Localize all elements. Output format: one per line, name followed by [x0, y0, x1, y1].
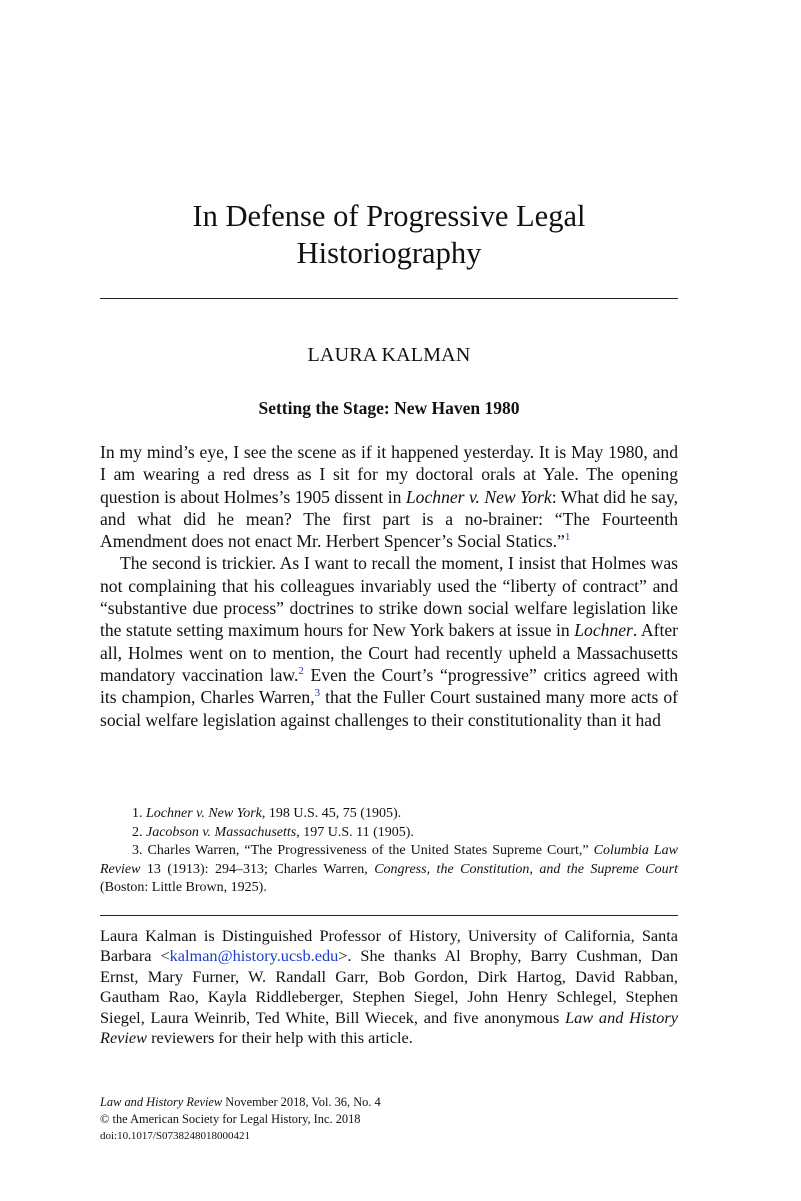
footnote-number: 2. — [132, 824, 143, 840]
footnote-number: 3. — [132, 843, 143, 859]
paragraph-1 — [100, 441, 678, 552]
paragraph-text: that the Fuller Court sustained many more acts of social welfare legislation against challenges to their constitutionality than it had — [100, 687, 679, 730]
footnote-ref-2[interactable]: 2 — [298, 665, 304, 678]
author-name: LAURA KALMAN — [307, 344, 471, 366]
article-title — [100, 198, 678, 272]
footnote-ref-1[interactable]: 1 — [564, 531, 571, 544]
bio-text: Laura Kalman is Distinguished Professor of History, University of California, Santa Barbara < — [100, 926, 678, 966]
footnote-1 — [100, 805, 678, 824]
journal-issue: November 2018, Vol. 36, No. 4 — [222, 1095, 381, 1109]
case-name: Lochner v. New York — [405, 486, 552, 507]
footnote-text: (Boston: Little Brown, 1925). — [100, 880, 267, 896]
author-bio — [100, 926, 678, 1048]
footnote-text: , 198 U.S. 45, 75 (1905). — [261, 806, 402, 821]
footnote-3 — [100, 842, 678, 898]
copyright-line: © the American Society for Legal History, Inc. 2018 — [100, 1112, 361, 1126]
footnote-text: 13 (1913): 294–313; Charles Warren, — [140, 861, 375, 877]
section-heading: Setting the Stage: New Haven 1980 — [258, 398, 520, 418]
article-body — [100, 441, 678, 731]
paragraph-text: The second is trickier. As I want to recall the moment, I insist that Holmes was not complaining that his colleagues invariably used the “liberty of contract” and “substantive due process” doctrines to strike down social welfare legislation like the statute setting maximum hours for New York bakers at issue in — [100, 553, 678, 641]
doi-line: doi:10.1017/S0738248018000421 — [100, 1130, 251, 1142]
paragraph-text: Even the Court’s “progressive” critics agreed with its champion, Charles Warren, — [100, 664, 678, 708]
paragraph-text: : What did he say, and what did he mean? The first part is a no-brainer: “The Fourteenth Amendment does not enact Mr. Herbert Spencer’s Social Statics.” — [100, 486, 679, 552]
footnote-number: 1. — [132, 806, 143, 821]
journal-name: Law and History Review — [100, 1007, 678, 1048]
footnote-2 — [100, 824, 678, 843]
paragraph-2 — [100, 552, 678, 730]
footnote-ref-3[interactable]: 3 — [314, 687, 321, 700]
author-email-link[interactable]: kalman@history.ucsb.edu — [169, 946, 339, 966]
journal-name: Columbia Law Review — [100, 843, 678, 877]
bio-text: >. She thanks Al Brophy, Barry Cushman, Dan Ernst, Mary Furner, W. Randall Garr, Bob Gordon, Dirk Hartog, David Rabban, Gautham Rao, Kayla Riddleberger, Stephen Siegel, John Henry Schlegel, Stephen Siegel, Laura Weinrib, Ted White, Bill Wiecek, and five anonymous — [100, 946, 679, 1027]
case-name: Lochner — [574, 620, 633, 641]
footnote-text: , 197 U.S. 11 (1905). — [296, 824, 414, 840]
journal-info — [100, 1094, 520, 1145]
title-divider — [100, 298, 678, 299]
footnote-divider — [100, 915, 678, 916]
case-name: Lochner v. New York — [146, 806, 262, 821]
journal-name: Law and History Review — [100, 1095, 223, 1109]
case-name: Jacobson v. Massachusetts — [146, 824, 297, 840]
paragraph-text: . After all, Holmes went on to mention, the Court had recently upheld a Massachusetts mandatory vaccination law. — [100, 620, 678, 685]
article-title-line-2: Historiography — [296, 236, 482, 270]
book-title: Congress, the Constitution, and the Supreme Court — [374, 861, 678, 877]
journal-issue-line — [100, 1094, 520, 1111]
article-title-line-1: In Defense of Progressive Legal — [192, 199, 586, 233]
paragraph-text: In my mind’s eye, I see the scene as if it happened yesterday. It is May 1980, and I am wearing a red dress as I sit for my doctoral orals at Yale. The opening question is about Holmes’s 1905 dissent in — [100, 442, 678, 507]
footnotes — [100, 805, 678, 898]
footnote-text: Charles Warren, “The Progressiveness of the United States Supreme Court,” — [147, 843, 594, 859]
bio-text: reviewers for their help with this article. — [147, 1028, 413, 1048]
